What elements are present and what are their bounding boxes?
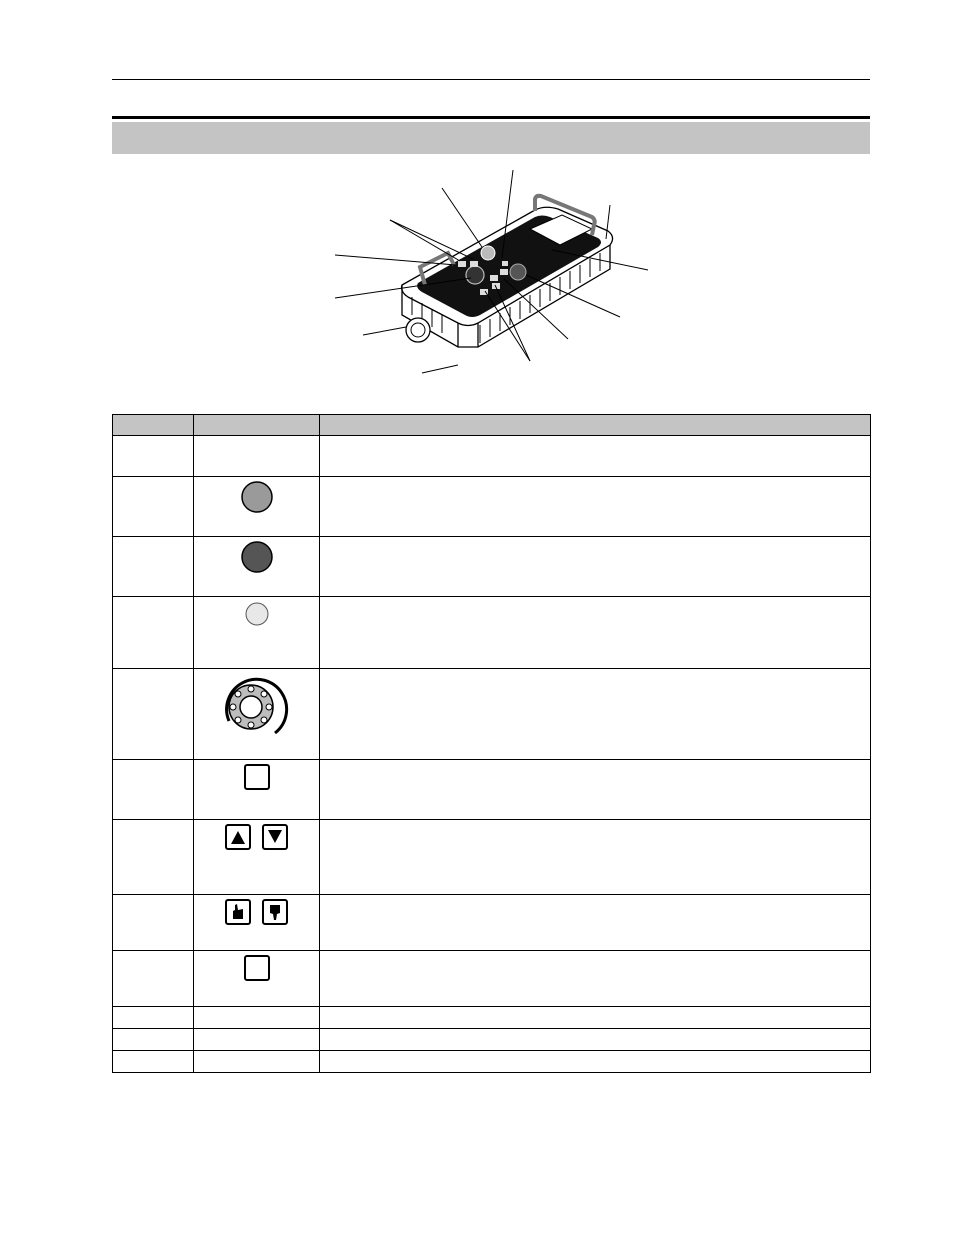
item-cell: [113, 436, 194, 477]
square-key-icon: [240, 951, 274, 989]
dark-circle-button-icon: [239, 537, 275, 577]
table-row: [113, 477, 871, 537]
symbol-cell: [194, 1051, 320, 1073]
table-row: [113, 951, 871, 1007]
indicator-light-icon: [242, 597, 272, 631]
item-cell: [113, 820, 194, 895]
table-row: [113, 820, 871, 895]
item-cell: [113, 477, 194, 537]
item-cell: [113, 760, 194, 820]
item-cell: [113, 1051, 194, 1073]
section-rule: [112, 116, 870, 119]
header-rule: [112, 79, 870, 80]
description-cell: [320, 669, 871, 760]
table-row: [113, 1029, 871, 1051]
symbol-cell: [194, 895, 320, 951]
column-header-item: [113, 415, 194, 436]
pendant-illustration: [330, 165, 655, 380]
rotary-knob-icon: [217, 669, 297, 745]
symbol-cell: [194, 477, 320, 537]
section-title-band: [112, 122, 870, 154]
item-cell: [113, 1029, 194, 1051]
column-header-description: [320, 415, 871, 436]
table-row: [113, 760, 871, 820]
description-cell: [320, 895, 871, 951]
symbol-cell: [194, 1007, 320, 1029]
table-row: [113, 669, 871, 760]
up-down-arrow-keys-icon: [221, 820, 293, 858]
symbol-cell: [194, 820, 320, 895]
symbol-cell: [194, 597, 320, 669]
description-cell: [320, 820, 871, 895]
description-cell: [320, 1029, 871, 1051]
table-row: [113, 597, 871, 669]
symbol-cell: [194, 1029, 320, 1051]
symbol-cell: [194, 760, 320, 820]
description-cell: [320, 951, 871, 1007]
symbol-cell: [194, 669, 320, 760]
table-row: [113, 537, 871, 597]
table-row: [113, 436, 871, 477]
description-cell: [320, 537, 871, 597]
description-cell: [320, 1051, 871, 1073]
jog-hand-keys-icon: [221, 895, 293, 933]
symbol-cell: [194, 951, 320, 1007]
item-cell: [113, 537, 194, 597]
symbol-cell: [194, 537, 320, 597]
column-header-symbol: [194, 415, 320, 436]
item-cell: [113, 597, 194, 669]
pendant-drawing: [330, 165, 655, 380]
table-row: [113, 1007, 871, 1029]
description-cell: [320, 597, 871, 669]
table-row: [113, 895, 871, 951]
description-cell: [320, 760, 871, 820]
symbol-cell: [194, 436, 320, 477]
item-cell: [113, 951, 194, 1007]
description-cell: [320, 436, 871, 477]
square-key-icon: [240, 760, 274, 798]
controls-table: [112, 414, 871, 1073]
table-header-row: [113, 415, 871, 436]
item-cell: [113, 1007, 194, 1029]
grey-circle-button-icon: [239, 477, 275, 517]
description-cell: [320, 1007, 871, 1029]
item-cell: [113, 669, 194, 760]
description-cell: [320, 477, 871, 537]
item-cell: [113, 895, 194, 951]
table-row: [113, 1051, 871, 1073]
